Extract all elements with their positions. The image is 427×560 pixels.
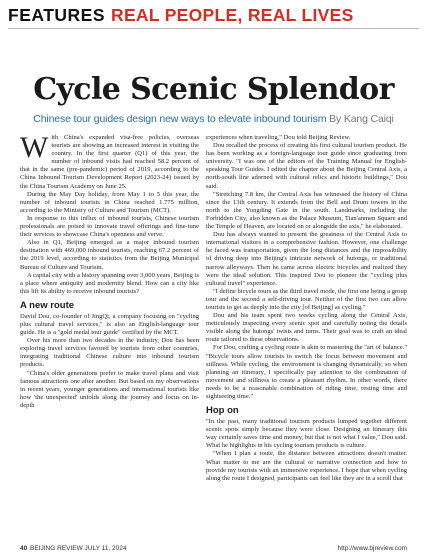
paragraph: "Stretching 7.8 km, the Central Axis has witnessed the history of China since the 13th century. It extends from the Bell and Drum towers in the north to the Yongding Gate in the south. Landmarks, including the Forbidden City, also known as the Palace Museum, Tian'anmen Square and the Temple of Heaven, are located on or alongside the axis," he elaborated. <box>206 190 407 231</box>
article-deck <box>8 113 419 125</box>
paragraph: Dou has always wanted to present the greatness of the Central Axis to international visitors in a comprehensive fashion. However, one challenge he faced was transportation, given the long distances and the impossibility of driving deep into Beijing's intricate network of hutongs, or traditional narrow alleyways. Then he came across electric bicycles and realized they were the ideal solution. This inspired Dou to pioneer the "cycling plus cultural travel" experience. <box>206 231 407 287</box>
paragraph: David Dou, co-founder of JingQi, a company focusing on "cycling plus cultural travel services," is also an English-language tour guide. He is a "gold medal tour guide" certified by the MCT. <box>20 312 199 337</box>
paragraph: For Dou, crafting a cycling route is akin to mastering the "art of balance." "Bicycle tours allow tourists to switch the focus between movement and stillness. While cycling, the environment is changing dynamically, so when planning an itinerary, I specifically pay attention to the combination of movement and stillness to create a pleasant rhythm. In other words, there needs to be a reasonable combination of riding time, resting time and sightseeing time." <box>206 344 407 400</box>
paragraph: experiences when traveling," Dou told Beijing Review. <box>206 134 351 141</box>
paragraph: Dou recalled the process of creating his first cultural tourism product. He has been working as a foreign-language tour guide since graduating from university. "I was one of the editors of the Training Manual for English-speaking Tour Guides. I edited the chapter about the Beijing Central Axis, a north-south line adorned with cultural relics and historic buildings," Dou said. <box>206 142 407 190</box>
section-header <box>8 5 354 26</box>
column-left <box>20 131 199 410</box>
website-url: http://www.bjreview.com <box>337 545 407 552</box>
page-footer <box>20 545 407 555</box>
column-right <box>206 134 407 483</box>
paragraph: Dou and his team spent two weeks cycling along the Central Axis, meticulously inspecting every scenic spot and carefully noting the details visible along the hutongs' twists and turns. Their goal was to craft an ideal route tailored to these observations. <box>206 312 407 344</box>
paragraph: In response to this influx of inbound tourists, Chinese tourism professionals are poised to innovate travel offerings and fine-tune their services to showcase China's openness and verve. <box>20 214 199 239</box>
article-title: Cycle Scenic Splendor <box>33 72 394 107</box>
paragraph: Over his more than two decades in the industry, Dou has been exploring travel services favored by tourists from other countries, integrating traditional Chinese culture into inbound tourism products. <box>20 337 199 369</box>
subheading-new-route: A new route <box>20 299 75 311</box>
paragraph: "In the past, many traditional tourism products lumped together different scenic spots simply because they were close. Designing an itinerary this way certainly saves time and money, but that is not what I value," Dou said. What he highlights in his cycling tourism products is culture. <box>206 418 407 450</box>
header-divider <box>8 28 419 29</box>
paragraph-text: ith China's expanded visa-free policies, overseas tourists are showing an increased interest in visiting the country. In the first quarter (Q1) of this year, the number of inbound visits had reached 58.2 percent of that in the same (pre-pandemic) period of 2019, according to the China Inbound Tourism Development Report (2023-24) issued by the China Tourism Academy on June 25. <box>20 134 199 190</box>
paragraph: During the May Day holiday, from May 1 to 5 this year, the number of inbound tourists in China reached 1.775 million, according to the Ministry of Culture and Tourism (MCT). <box>20 190 199 214</box>
byline: By Kang Caiqi <box>329 113 394 125</box>
deck-text: Chinese tour guides design new ways to elevate inbound tourism <box>33 113 327 125</box>
paragraph: "When I plan a route, the distance between attractions doesn't matter. What matter to me are the cultural or narrative connection and how to provide my tourists with an immersive experience. I hope that when cycling along the route I designed, participants can feel like they are in a scroll that <box>206 450 407 482</box>
section-label: FEATURES <box>8 5 106 25</box>
paragraph <box>20 131 199 191</box>
publication-date: BEIJING REVIEW JULY 11, 2024 <box>30 545 127 552</box>
subheading-hop-on: Hop on <box>206 405 239 417</box>
page-number: 40 <box>20 545 28 552</box>
paragraph: "I define bicycle tours as the third travel mode, the first one being a group tour and the second a self-driving tour. Neither of the first two can allow tourists to get as deeply into the city [of Beijing] as cycling." <box>206 287 407 311</box>
paragraph: A capital city with a history spanning over 3,000 years, Beijing is a place where antiquity and modernity blend. How can a city like this lift its ability to receive inbound tourists? <box>20 271 199 295</box>
paragraph: "China's older generations prefer to make travel plans and visit famous attractions one after another. But based on my observations in recent years, younger generations and international tourists like how 'the unexpected' unfolds along the journey and focus on in-depth <box>20 369 199 409</box>
paragraph: Also in Q1, Beijing emerged as a major inbound tourism destination with 469,000 inbound tourists, reaching 67.2 percent of the 2019 level, according to statistics from the Beijing Municipal Bureau of Culture and Tourism. <box>20 239 199 271</box>
drop-cap: W <box>20 131 49 164</box>
subsection-label: REAL PEOPLE, REAL LIVES <box>111 5 354 25</box>
